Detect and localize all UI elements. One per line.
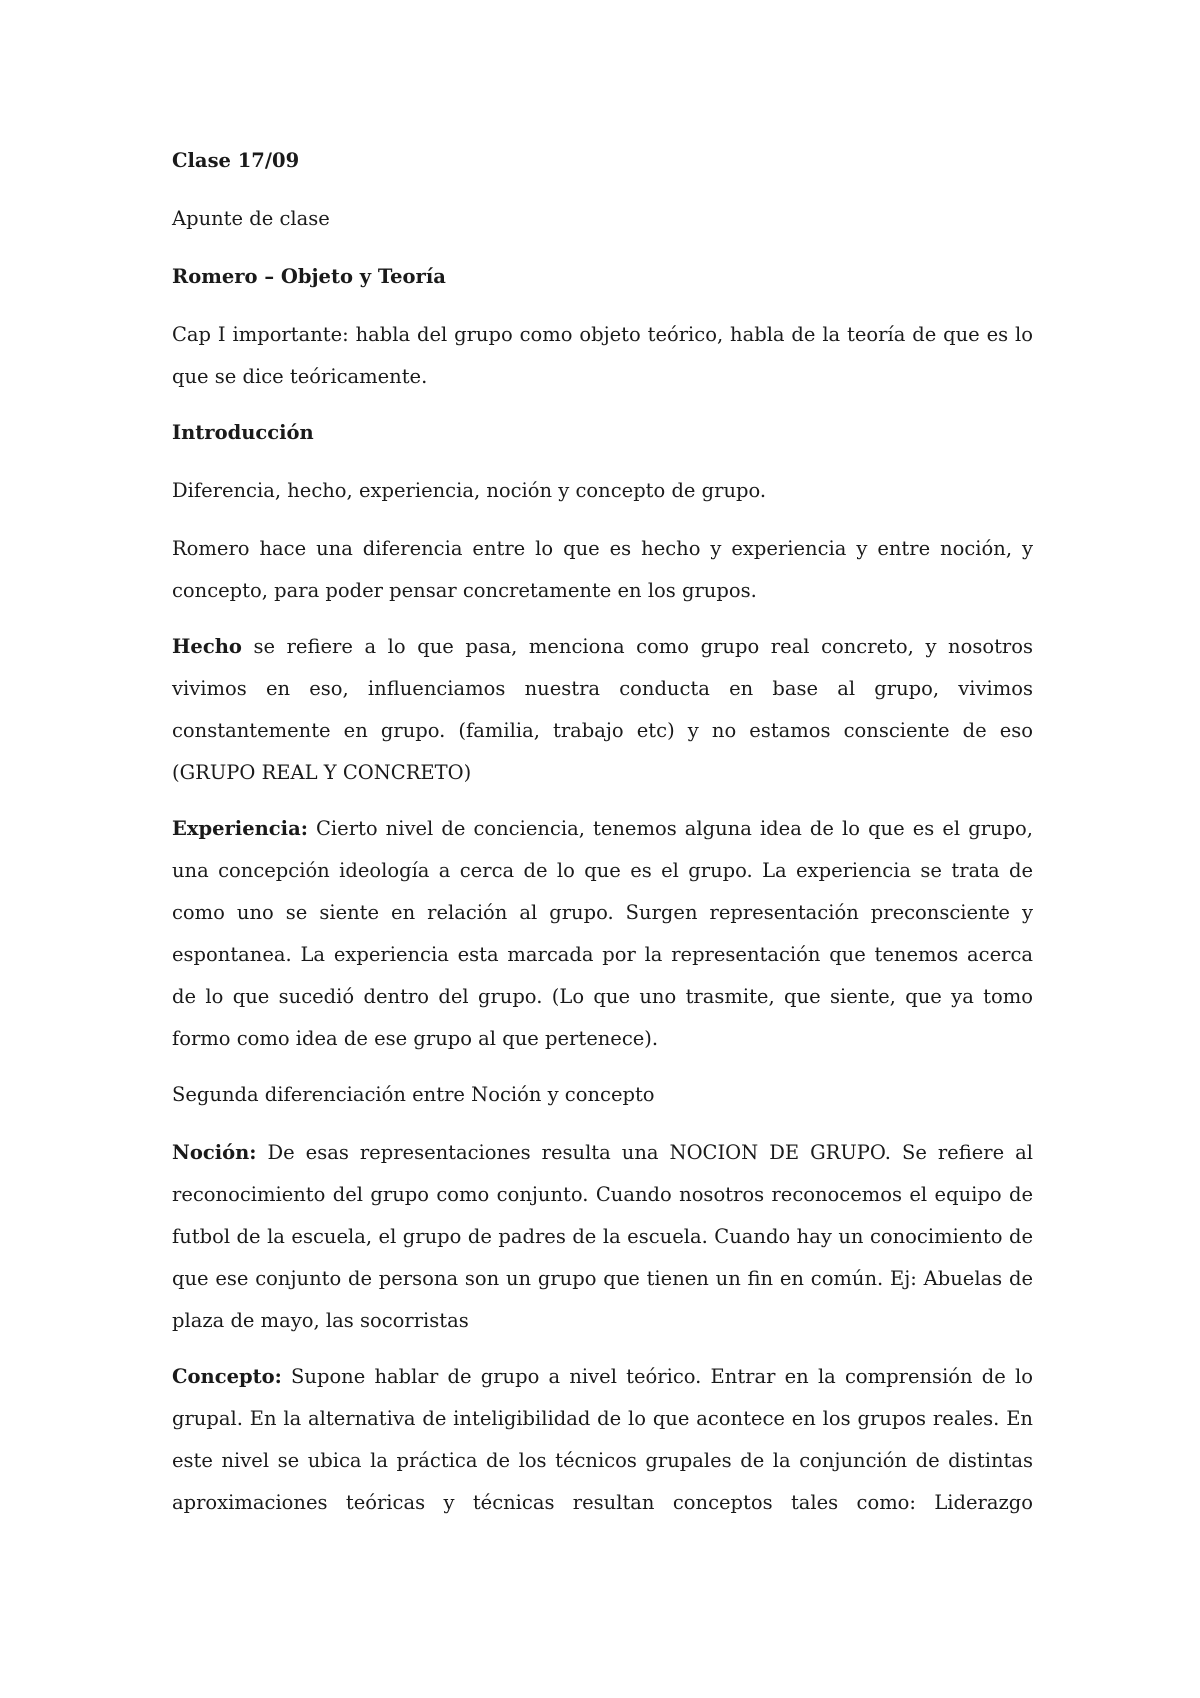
experiencia-text: Cierto nivel de conciencia, tenemos alguna idea de lo que es el grupo, una concepción ideología a cerca de lo que es el grupo. La experiencia se trata de como uno se siente en relación al grupo. Surgen representación preconsciente y espontanea. La experiencia esta marcada por la representación que tenemos acerca de lo que sucedió dentro del grupo. (Lo que uno trasmite, que siente, que ya tomo formo como idea de ese grupo al que pertenece). bbox=[172, 817, 1033, 1050]
introduccion-heading: Introducción bbox=[172, 421, 314, 444]
document-title: Clase 17/09 bbox=[172, 149, 300, 172]
nocion-text: De esas representaciones resulta una NOCION DE GRUPO. Se refiere al reconocimiento del grupo como conjunto. Cuando nosotros reconocemos el equipo de futbol de la escuela, el grupo de padres de la escuela. Cuando hay un conocimiento de que ese conjunto de persona son un grupo que tienen un fin en común. Ej: Abuelas de plaza de mayo, las socorristas bbox=[172, 1141, 1033, 1332]
hecho-paragraph bbox=[172, 626, 1033, 794]
romero-paragraph: Romero hace una diferencia entre lo que es hecho y experiencia y entre noción, y concepto, para poder pensar concretamente en los grupos. bbox=[172, 537, 1033, 602]
document-subtitle: Apunte de clase bbox=[172, 207, 330, 230]
concepto-term: Concepto: bbox=[172, 1365, 282, 1388]
nocion-paragraph bbox=[172, 1132, 1033, 1342]
hecho-text: se refiere a lo que pasa, menciona como grupo real concreto, y nosotros vivimos en eso, influenciamos nuestra conducta en base al grupo, vivimos constantemente en grupo. (familia, trabajo etc) y no estamos consciente de eso (GRUPO REAL Y CONCRETO) bbox=[172, 635, 1033, 784]
experiencia-term: Experiencia: bbox=[172, 817, 308, 840]
experiencia-paragraph bbox=[172, 808, 1033, 1060]
concepto-text: Supone hablar de grupo a nivel teórico. Entrar en la comprensión de lo grupal. En la alternativa de inteligibilidad de lo que acontece en los grupos reales. En este nivel se ubica la práctica de los técnicos grupales de la conjunción de distintas aproximaciones teóricas y técnicas resultan conceptos tales como: Liderazgo bbox=[172, 1365, 1033, 1514]
document-body bbox=[172, 140, 1033, 1538]
diferencia-line: Diferencia, hecho, experiencia, noción y concepto de grupo. bbox=[172, 479, 767, 502]
hecho-term: Hecho bbox=[172, 635, 242, 658]
section-heading: Romero – Objeto y Teoría bbox=[172, 265, 446, 288]
segunda-line: Segunda diferenciación entre Noción y concepto bbox=[172, 1083, 655, 1106]
nocion-term: Noción: bbox=[172, 1141, 257, 1164]
intro-paragraph: Cap I importante: habla del grupo como objeto teórico, habla de la teoría de que es lo que se dice teóricamente. bbox=[172, 323, 1033, 388]
concepto-paragraph bbox=[172, 1356, 1033, 1524]
